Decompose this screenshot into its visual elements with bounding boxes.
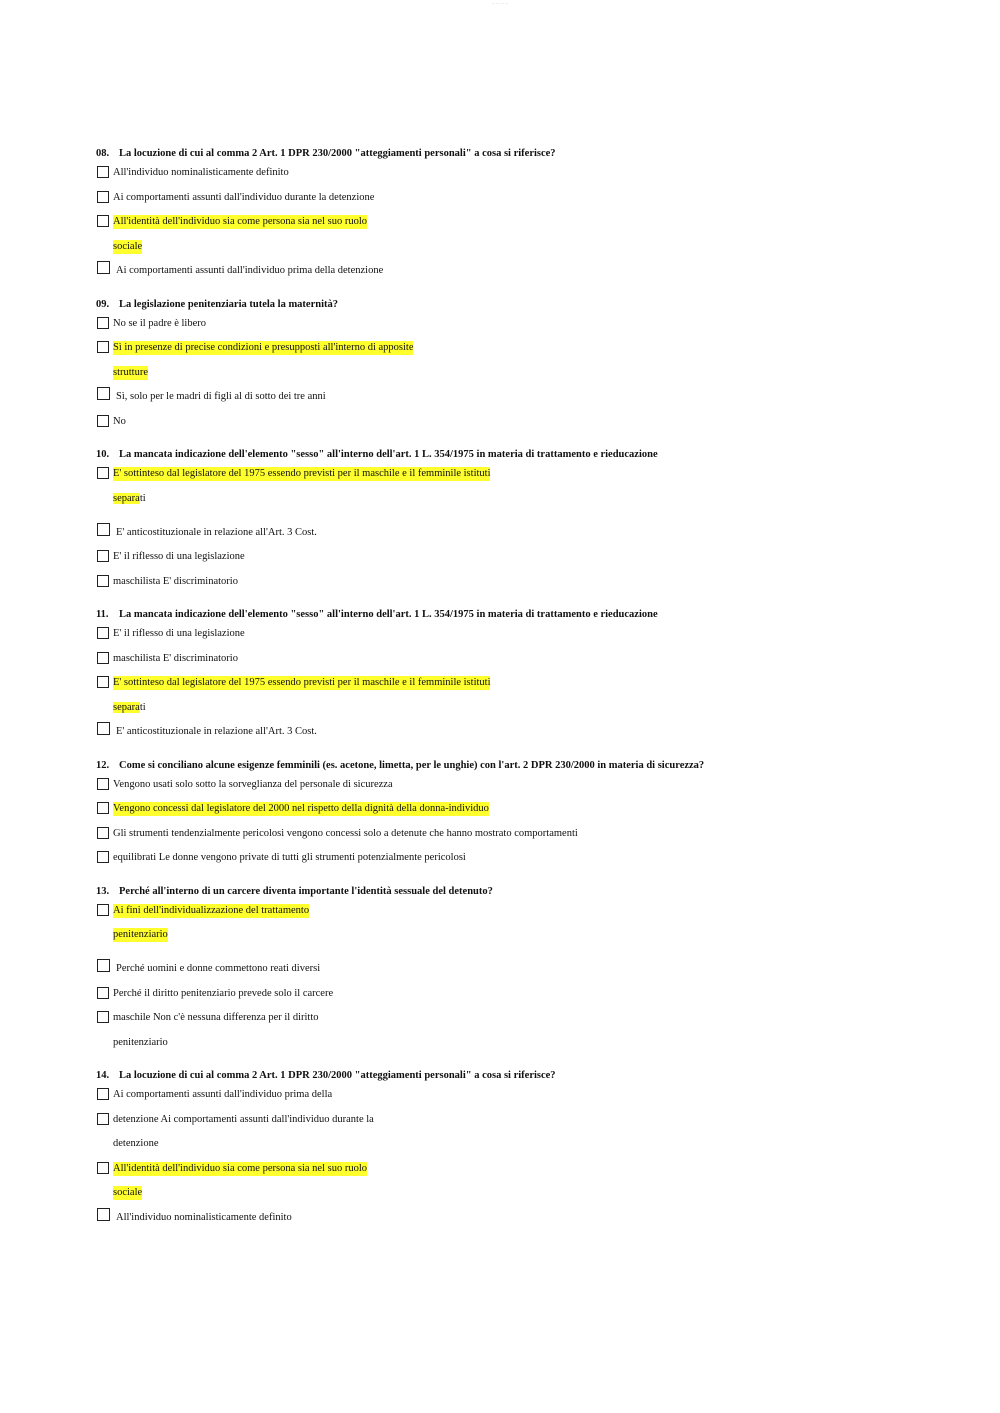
answer-checkbox[interactable] — [97, 851, 109, 863]
highlighted-fragment: separa — [113, 492, 140, 504]
question-title — [96, 885, 916, 899]
answer-checkbox[interactable] — [97, 904, 109, 916]
answer-text: maschilista E' discriminatorio — [113, 575, 238, 587]
answer-text: Sì, solo per le madri di figli al di sotto dei tre anni — [116, 391, 326, 402]
answer-checkbox[interactable] — [97, 627, 109, 639]
question-title — [96, 147, 916, 161]
question-12 — [96, 759, 916, 872]
answer-text: No — [113, 415, 126, 427]
answer-option[interactable] — [96, 162, 916, 187]
answer-continuation — [96, 1182, 916, 1207]
answer-text: Perché uomini e donne commettono reati diversi — [116, 963, 321, 974]
page-header-mark: …… …… — [491, 0, 509, 5]
answer-text: E' il riflesso di una legislazione — [113, 628, 245, 639]
answer-text-highlighted: sociale — [113, 240, 143, 252]
question-10 — [96, 448, 916, 595]
answer-text: E' il riflesso di una legislazione — [113, 551, 245, 562]
answer-checkbox[interactable] — [97, 550, 109, 562]
question-title — [96, 298, 916, 312]
answer-text: All'individuo nominalisticamente definito — [113, 167, 289, 178]
highlighted-fragment: separa — [113, 701, 140, 713]
answer-option[interactable] — [96, 847, 916, 872]
answer-checkbox[interactable] — [97, 317, 109, 329]
answer-option-correct[interactable] — [96, 798, 916, 823]
question-number: 08. — [96, 148, 110, 159]
answer-option[interactable] — [96, 983, 916, 1008]
question-number: 09. — [96, 298, 110, 310]
answer-checkbox[interactable] — [97, 523, 110, 536]
answer-option[interactable] — [96, 648, 916, 673]
answer-text-highlighted: strutture — [113, 366, 148, 378]
answer-checkbox[interactable] — [97, 959, 110, 972]
answer-text: detenzione Ai comportamenti assunti dall'individuo durante la — [113, 1113, 374, 1125]
answer-option[interactable] — [96, 721, 916, 746]
answer-text: Vengono usati solo sotto la sorveglianza del personale di sicurezza — [113, 778, 393, 790]
question-08 — [96, 147, 916, 285]
answer-text: detenzione — [113, 1138, 159, 1149]
answer-option-correct[interactable] — [96, 211, 916, 236]
answer-option[interactable] — [96, 522, 916, 547]
answer-checkbox[interactable] — [97, 676, 109, 688]
quiz-document — [96, 147, 916, 1244]
question-14 — [96, 1069, 916, 1231]
answer-checkbox[interactable] — [97, 802, 109, 814]
question-number: 12. — [96, 759, 110, 771]
answer-text: E' anticostituzionale in relazione all'Art. 3 Cost. — [116, 726, 317, 737]
answer-checkbox[interactable] — [97, 1088, 109, 1100]
answer-checkbox[interactable] — [97, 1011, 109, 1023]
answer-checkbox[interactable] — [97, 341, 109, 353]
answer-text: penitenziario — [113, 1036, 168, 1048]
question-text: La legislazione penitenziaria tutela la maternità? — [119, 298, 339, 310]
answer-continuation — [96, 236, 916, 261]
answer-text-highlighted: sociale — [113, 1187, 143, 1198]
question-text: Come si conciliano alcune esigenze femminili (es. acetone, limetta, per le unghie) con l'art. 2 DPR 230/2000 in materia di sicurezza? — [119, 759, 705, 771]
answer-text-highlighted: All'identità dell'individuo sia come persona sia nel suo ruolo — [113, 1162, 367, 1174]
question-number: 10. — [96, 449, 110, 460]
unhighlighted-fragment: ti — [139, 492, 146, 504]
answer-checkbox[interactable] — [97, 778, 109, 790]
answer-checkbox[interactable] — [97, 166, 109, 178]
answer-checkbox[interactable] — [97, 387, 110, 400]
answer-text: Perché il diritto penitenziario prevede solo il carcere — [113, 987, 334, 999]
answer-option[interactable] — [96, 823, 916, 848]
answer-text: Ai comportamenti assunti dall'individuo durante la detenzione — [113, 191, 375, 203]
question-11 — [96, 608, 916, 746]
answer-text-highlighted: Ai fini dell'individualizzazione del trattamento — [113, 904, 310, 916]
answer-option-correct[interactable] — [96, 1158, 916, 1183]
answer-text: No se il padre è libero — [113, 317, 207, 329]
answer-text — [113, 492, 146, 506]
answer-continuation — [96, 488, 916, 522]
answer-checkbox[interactable] — [97, 215, 109, 227]
answer-checkbox[interactable] — [97, 261, 110, 274]
answer-text: E' anticostituzionale in relazione all'Art. 3 Cost. — [116, 526, 317, 538]
answer-option[interactable] — [96, 260, 916, 285]
answer-option-correct[interactable] — [96, 337, 916, 362]
answer-text: All'individuo nominalisticamente definito — [116, 1211, 292, 1223]
answer-text: Gli strumenti tendenzialmente pericolosi vengono concessi solo a detenute che hanno mostrato comportamenti — [113, 827, 578, 839]
question-text: La locuzione di cui al comma 2 Art. 1 DPR 230/2000 "atteggiamenti personali" a cosa si riferisce? — [119, 148, 556, 159]
answer-checkbox[interactable] — [97, 1162, 109, 1174]
answer-option[interactable] — [96, 571, 916, 596]
answer-text: Ai comportamenti assunti dall'individuo prima della detenzione — [116, 265, 384, 276]
answer-checkbox[interactable] — [97, 652, 109, 664]
answer-option-correct[interactable] — [96, 900, 916, 925]
answer-continuation — [96, 1032, 916, 1057]
question-number: 13. — [96, 885, 110, 897]
answer-option[interactable] — [96, 411, 916, 436]
question-13 — [96, 885, 916, 1057]
answer-text-highlighted: Vengono concessi dal legislatore del 2000 nel rispetto della dignità della donna-individuo — [113, 803, 489, 814]
answer-option[interactable] — [96, 1207, 916, 1232]
answer-option-correct[interactable] — [96, 672, 916, 697]
question-title — [96, 759, 916, 773]
answer-option[interactable] — [96, 313, 916, 338]
answer-text: maschile Non c'è nessuna differenza per il diritto — [113, 1012, 319, 1023]
question-text: La locuzione di cui al comma 2 Art. 1 DPR 230/2000 "atteggiamenti personali" a cosa si riferisce? — [119, 1070, 556, 1081]
answer-text-highlighted: Sì in presenze di precise condizioni e presupposti all'interno di apposite — [113, 342, 414, 353]
answer-continuation — [96, 1133, 916, 1158]
question-09 — [96, 298, 916, 436]
answer-option[interactable] — [96, 958, 916, 983]
answer-checkbox[interactable] — [97, 1208, 110, 1221]
answer-option[interactable] — [96, 623, 916, 648]
question-title — [96, 608, 916, 622]
answer-text: equilibrati Le donne vengono private di tutti gli strumenti potenzialmente pericolosi — [113, 852, 466, 863]
question-title — [96, 448, 916, 462]
answer-text: Ai comportamenti assunti dall'individuo prima della — [113, 1089, 333, 1100]
answer-option[interactable] — [96, 1007, 916, 1032]
answer-continuation — [96, 362, 916, 387]
answer-text: maschilista E' discriminatorio — [113, 652, 238, 664]
answer-text-highlighted: E' sottinteso dal legislatore del 1975 essendo previsti per il maschile e il femminile istituti — [113, 677, 491, 688]
answer-text-highlighted: All'identità dell'individuo sia come persona sia nel suo ruolo — [113, 216, 367, 227]
answer-option[interactable] — [96, 187, 916, 212]
answer-checkbox[interactable] — [97, 415, 109, 427]
answer-option[interactable] — [96, 1109, 916, 1134]
question-number: 11. — [96, 609, 109, 620]
answer-option[interactable] — [96, 774, 916, 799]
question-text: La mancata indicazione dell'elemento "sesso" all'interno dell'art. 1 L. 354/1975 in materia di trattamento e rieducazione — [119, 609, 658, 620]
answer-checkbox[interactable] — [97, 827, 109, 839]
answer-checkbox[interactable] — [97, 1113, 109, 1125]
answer-option-correct[interactable] — [96, 463, 916, 488]
question-number: 14. — [96, 1070, 110, 1081]
answer-option[interactable] — [96, 386, 916, 411]
answer-continuation — [96, 697, 916, 722]
answer-text — [113, 701, 146, 715]
answer-checkbox[interactable] — [97, 191, 109, 203]
answer-checkbox[interactable] — [97, 722, 110, 735]
answer-checkbox[interactable] — [97, 575, 109, 587]
question-text: Perché all'interno di un carcere diventa importante l'identità sessuale del detenuto? — [119, 885, 493, 897]
question-text: La mancata indicazione dell'elemento "sesso" all'interno dell'art. 1 L. 354/1975 in materia di trattamento e rieducazione — [119, 449, 658, 460]
answer-checkbox[interactable] — [97, 987, 109, 999]
question-title — [96, 1069, 916, 1083]
answer-option[interactable] — [96, 1084, 916, 1109]
answer-continuation — [96, 924, 916, 958]
unhighlighted-fragment: ti — [139, 701, 146, 713]
answer-checkbox[interactable] — [97, 467, 109, 479]
answer-text-highlighted: E' sottinteso dal legislatore del 1975 essendo previsti per il maschile e il femminile istituti — [113, 468, 491, 479]
answer-option[interactable] — [96, 546, 916, 571]
answer-text-highlighted: penitenziario — [113, 929, 168, 940]
